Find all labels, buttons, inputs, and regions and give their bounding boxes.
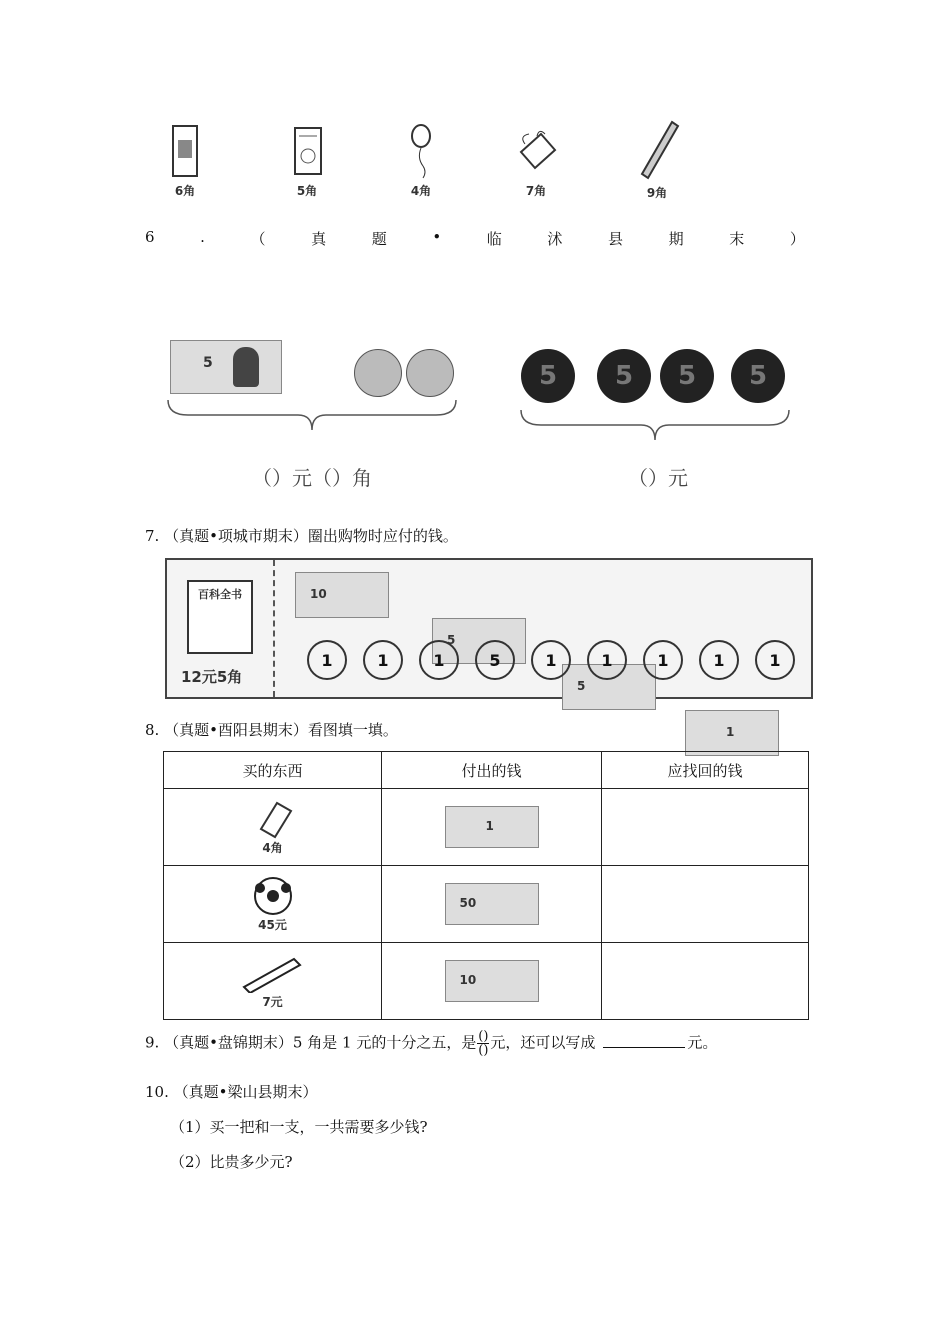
pen-icon [632,118,682,184]
question-6-header [145,228,805,249]
numerator-blank[interactable]: () [478,1029,489,1044]
q6-char: （ [250,230,266,248]
table-row [164,943,809,1020]
answer-cell[interactable] [602,943,809,1020]
denominator-blank[interactable]: () [478,1043,489,1058]
bill-value: 10 [310,587,327,601]
column-header: 买的东西 [164,752,382,789]
book-title: 百科全书 [198,588,242,601]
coin[interactable]: 1 [419,640,459,680]
answer-blank[interactable] [603,1033,685,1048]
coin[interactable]: 1 [755,640,795,680]
notebook-icon [253,799,293,839]
q9-text: 元。 [687,1033,718,1052]
q6-char: 末 [729,230,745,248]
pen-item [627,118,687,201]
q6-char: . [200,228,205,246]
five-jiao-coin: 5 [597,349,651,403]
five-jiao-coin: 5 [731,349,785,403]
price-label: 7角 [525,184,547,198]
change-table [163,751,809,1020]
pen-icon [238,953,308,993]
balloon-icon [401,122,441,182]
price-label: 9角 [646,186,668,200]
five-jiao-coin: 5 [660,349,714,403]
one-jiao-coin-image [354,349,402,397]
bill-value: 1 [726,725,735,739]
item-price: 4角 [262,840,283,855]
dictionary-icon [165,122,205,182]
question-7-title: 7. （真题•项城市期末）圈出购物时应付的钱。 [145,527,458,545]
table-header-row [164,752,809,789]
question-9 [145,1030,717,1057]
q6-char: 县 [608,230,624,248]
bill-value: 50 [459,896,477,910]
coin[interactable]: 1 [363,640,403,680]
column-header: 应找回的钱 [602,752,809,789]
bill-value: 5 [447,633,456,647]
coin[interactable]: 1 [531,640,571,680]
q6-char: 期 [668,230,684,248]
question-10-part-1: （1）买一把和一支，一共需要多少钱? [170,1118,428,1136]
balloon-item [391,122,451,199]
column-header: 付出的钱 [382,752,602,789]
q6-char: ） [789,230,805,248]
right-brace [518,405,793,445]
coin[interactable]: 1 [699,640,739,680]
q6-char: 题 [371,230,387,248]
q6-char: 临 [486,230,502,248]
q9-text: 9. （真题•盘锦期末）5 角是 1 元的十分之五，是 [145,1033,477,1052]
question-8-title: 8. （真题•酉阳县期末）看图填一填。 [145,721,398,739]
bill-value: 5 [203,355,213,371]
binder-clip-icon [511,122,561,182]
q6-char: 沭 [547,230,563,248]
answer-cell[interactable] [602,789,809,866]
question-10-title: 10. （真题•梁山县期末） [145,1083,318,1101]
notebook-item [277,122,337,199]
item-price: 7元 [262,994,283,1009]
five-jiao-coin: 5 [521,349,575,403]
left-answer-blank[interactable]: （）元（）角 [252,466,372,490]
coin[interactable]: 1 [643,640,683,680]
bill-value: 1 [485,819,494,833]
portrait-icon [233,347,259,387]
answer-cell[interactable] [602,866,809,943]
left-brace [165,395,460,435]
coin-row [307,640,795,680]
question-10-part-2: （2）比贵多少元? [170,1153,293,1171]
one-jiao-coin-image [406,349,454,397]
price-label: 6角 [174,184,196,198]
q6-char: 6 [145,228,155,246]
table-row [164,789,809,866]
bill-value: 10 [459,973,477,987]
encyclopedia-book-icon [187,580,253,654]
fraction-blank[interactable] [477,1030,489,1057]
book-price: 12元5角 [181,668,243,686]
right-answer-blank[interactable]: （）元 [628,466,688,490]
binder-clip-item [506,122,566,199]
five-yuan-bill-image [170,340,282,394]
coin[interactable]: 1 [307,640,347,680]
football-icon [248,876,298,916]
bill-value: 5 [577,679,586,693]
table-row [164,866,809,943]
notebook-icon [287,122,327,182]
coin[interactable]: 5 [475,640,515,680]
coin[interactable]: 1 [587,640,627,680]
divider [273,560,275,697]
price-label: 4角 [410,184,432,198]
q6-char: • [432,228,442,246]
price-label: 5角 [296,184,318,198]
q6-char: 真 [311,230,327,248]
q9-text: 元，还可以写成 [490,1033,596,1052]
item-price: 45元 [258,917,287,932]
dictionary-item [155,122,215,199]
